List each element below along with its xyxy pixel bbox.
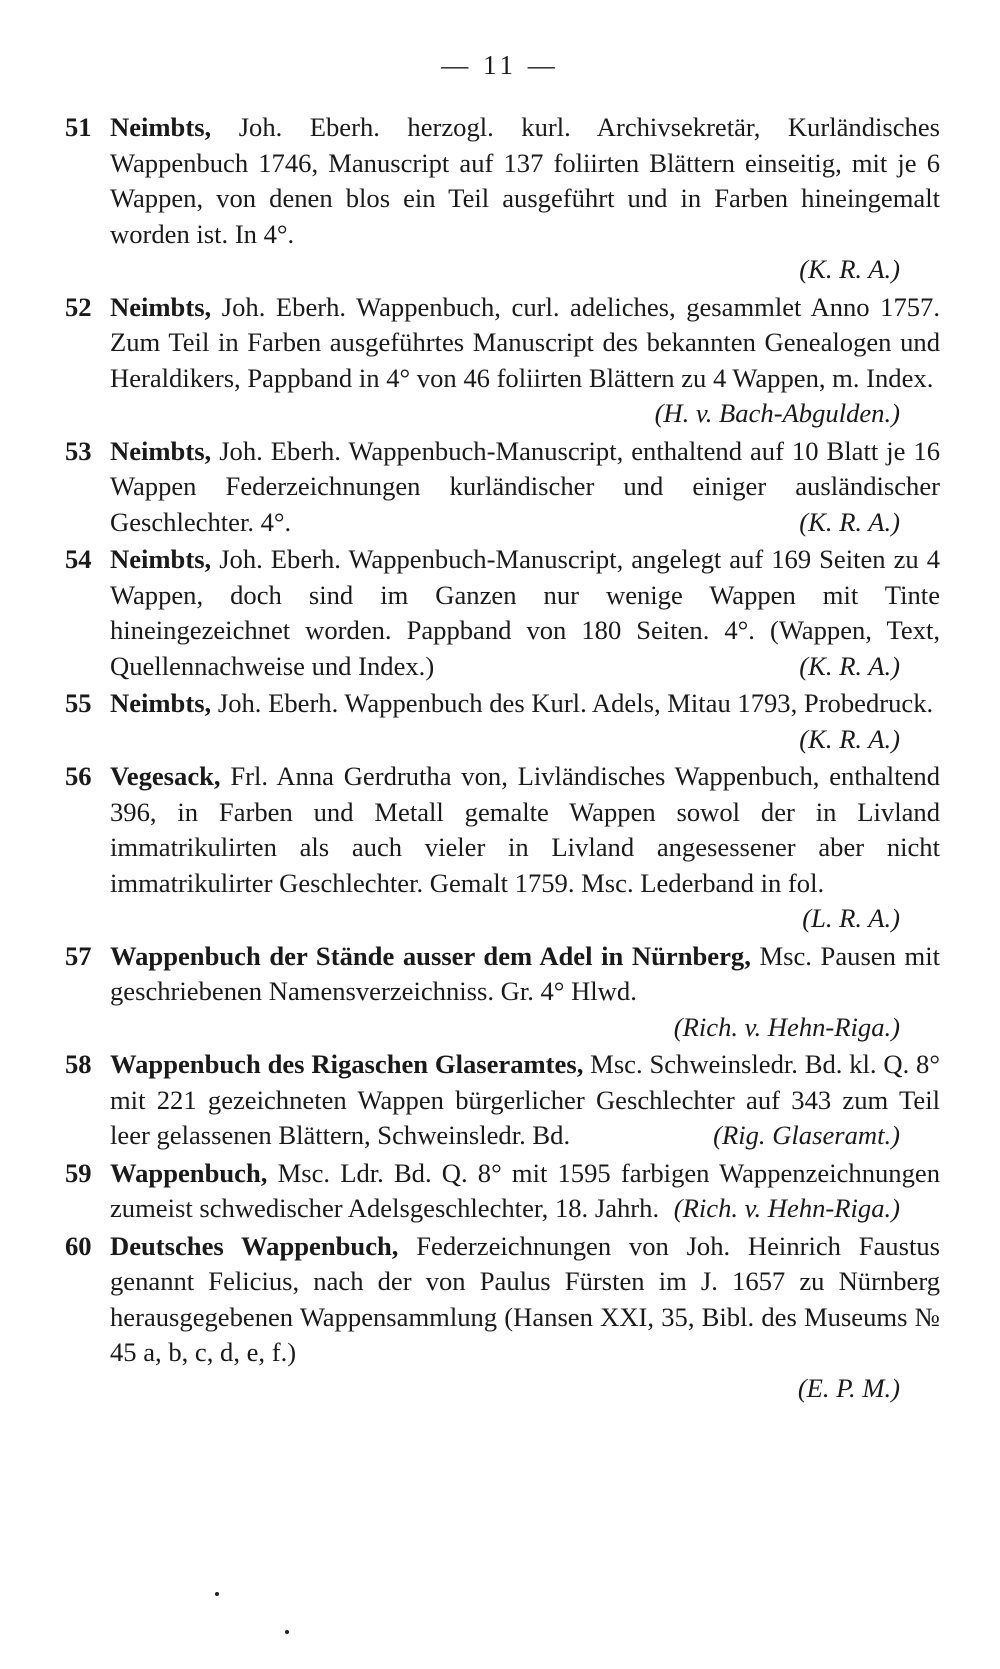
entry-name: Vegesack, bbox=[110, 761, 221, 791]
entry-name: Wappenbuch des Rigaschen Glaseramtes, bbox=[110, 1049, 584, 1079]
page-number: — 11 — bbox=[441, 50, 559, 80]
entry-name: Wappenbuch der Stände ausser dem Adel in Nürnberg, bbox=[110, 940, 751, 971]
entry-53 bbox=[65, 434, 940, 541]
entry-56 bbox=[65, 759, 940, 937]
entry-51 bbox=[65, 110, 940, 288]
entry-name: Neimbts, bbox=[110, 112, 212, 142]
entry-text: Joh. Eberh. herzogl. kurl. Archivsekretär, Kurländisches Wappenbuch 1746, Manuscript auf 137 foliirten Blättern einseitig, mit je 6 Wappen, von denen blos ein Teil ausgeführt und in Farben hineingemalt worden ist. In 4°. bbox=[110, 112, 940, 249]
entry-60 bbox=[65, 1229, 940, 1407]
entry-number: 59 bbox=[65, 1157, 92, 1188]
entry-58 bbox=[65, 1047, 940, 1154]
entry-source: (K. R. A.) bbox=[799, 650, 900, 681]
entry-source: (L. R. A.) bbox=[802, 903, 900, 933]
entry-source: (K. R. A.) bbox=[799, 254, 900, 284]
entry-name: Neimbts, bbox=[110, 291, 212, 322]
entry-source: (Rig. Glaseramt.) bbox=[713, 1120, 900, 1150]
entry-number: 52 bbox=[65, 291, 92, 322]
entry-source: (K. R. A.) bbox=[799, 723, 900, 754]
entry-source: (Rich. v. Hehn-Riga.) bbox=[673, 1193, 900, 1223]
entry-text: Federzeichnungen von Joh. Heinrich Faustus genannt Felicius, nach der von Paulus Fürsten im J. 1657 zu Nürnberg herausgegebenen Wappensammlung (Hansen XXI, 35, Bibl. des Museums № 45 a, b, c, d, e, f.) bbox=[110, 1230, 940, 1367]
entry-number: 53 bbox=[65, 435, 92, 466]
ink-speck bbox=[285, 1630, 289, 1634]
entry-name: Neimbts, bbox=[110, 688, 212, 718]
entry-text: Joh. Eberh. Wappenbuch-Manuscript, angelegt auf 169 Seiten zu 4 Wappen, doch sind im Ganzen nur wenige Wappen mit Tinte hineingezeichnet worden. Pappband von 180 Seiten. 4°. (Wappen, Text, Quellennachweise und Index.) bbox=[110, 544, 940, 681]
entry-55 bbox=[65, 686, 940, 757]
entry-54 bbox=[65, 542, 940, 684]
entry-text: Msc. Schweinsledr. Bd. kl. Q. 8° mit 221 gezeichneten Wappen bürgerlicher Geschlechter auf 343 zum Teil leer gelassenen Blättern, Schweinsledr. Bd. bbox=[110, 1049, 940, 1150]
entry-source: (K. R. A.) bbox=[799, 506, 900, 537]
entry-name: Neimbts, bbox=[110, 544, 212, 574]
entry-number: 56 bbox=[65, 761, 92, 791]
entry-text: Joh. Eberh. Wappenbuch-Manuscript, enthaltend auf 10 Blatt je 16 Wappen Federzeichnungen kurländischer und einiger ausländischer Geschlechter. 4°. bbox=[110, 435, 940, 537]
entry-source: (E. P. M.) bbox=[797, 1372, 900, 1403]
entry-name: Wappenbuch, bbox=[110, 1157, 268, 1188]
entry-text: Msc. Pausen mit geschriebenen Namensverzeichniss. Gr. 4° Hlwd. bbox=[110, 940, 940, 1006]
entry-text: Joh. Eberh. Wappenbuch, curl. adeliches, gesammlet Anno 1757. Zum Teil in Farben ausgeführtes Manuscript des bekannten Genealogen und Heraldikers, Pappband in 4° von 46 foliirten Blättern zu 4 Wappen, m. Index. bbox=[110, 291, 940, 393]
entry-number: 55 bbox=[65, 688, 92, 718]
entry-text: Msc. Ldr. Bd. Q. 8° mit 1595 farbigen Wappenzeichnungen zumeist schwedischer Adelsgeschlechter, 18. Jahrh. bbox=[110, 1157, 940, 1223]
entry-source: (Rich. v. Hehn-Riga.) bbox=[673, 1011, 900, 1042]
entry-52 bbox=[65, 290, 940, 432]
ink-speck bbox=[215, 1592, 219, 1596]
entry-number: 54 bbox=[65, 544, 92, 574]
entry-59 bbox=[65, 1156, 940, 1227]
entry-number: 51 bbox=[65, 112, 92, 142]
entry-text: Frl. Anna Gerdrutha von, Livländisches Wappenbuch, enthaltend 396, in Farben und Metall gemalte Wappen sowol der in Livland immatrikulirten als auch vieler in Livland angesessener aber nicht immatrikulirter Geschlechter. Gemalt 1759. Msc. Lederband in fol. bbox=[110, 761, 940, 898]
entry-text: Joh. Eberh. Wappenbuch des Kurl. Adels, Mitau 1793, Probedruck. bbox=[217, 688, 934, 718]
entry-name: Neimbts, bbox=[110, 435, 212, 466]
entry-number: 58 bbox=[65, 1049, 92, 1079]
entry-number: 60 bbox=[65, 1230, 92, 1261]
entry-source: (H. v. Bach-Abgulden.) bbox=[654, 398, 900, 428]
entry-list bbox=[65, 110, 940, 1408]
entry-name: Deutsches Wappenbuch, bbox=[110, 1230, 399, 1261]
entry-number: 57 bbox=[65, 940, 92, 971]
entry-57 bbox=[65, 939, 940, 1046]
